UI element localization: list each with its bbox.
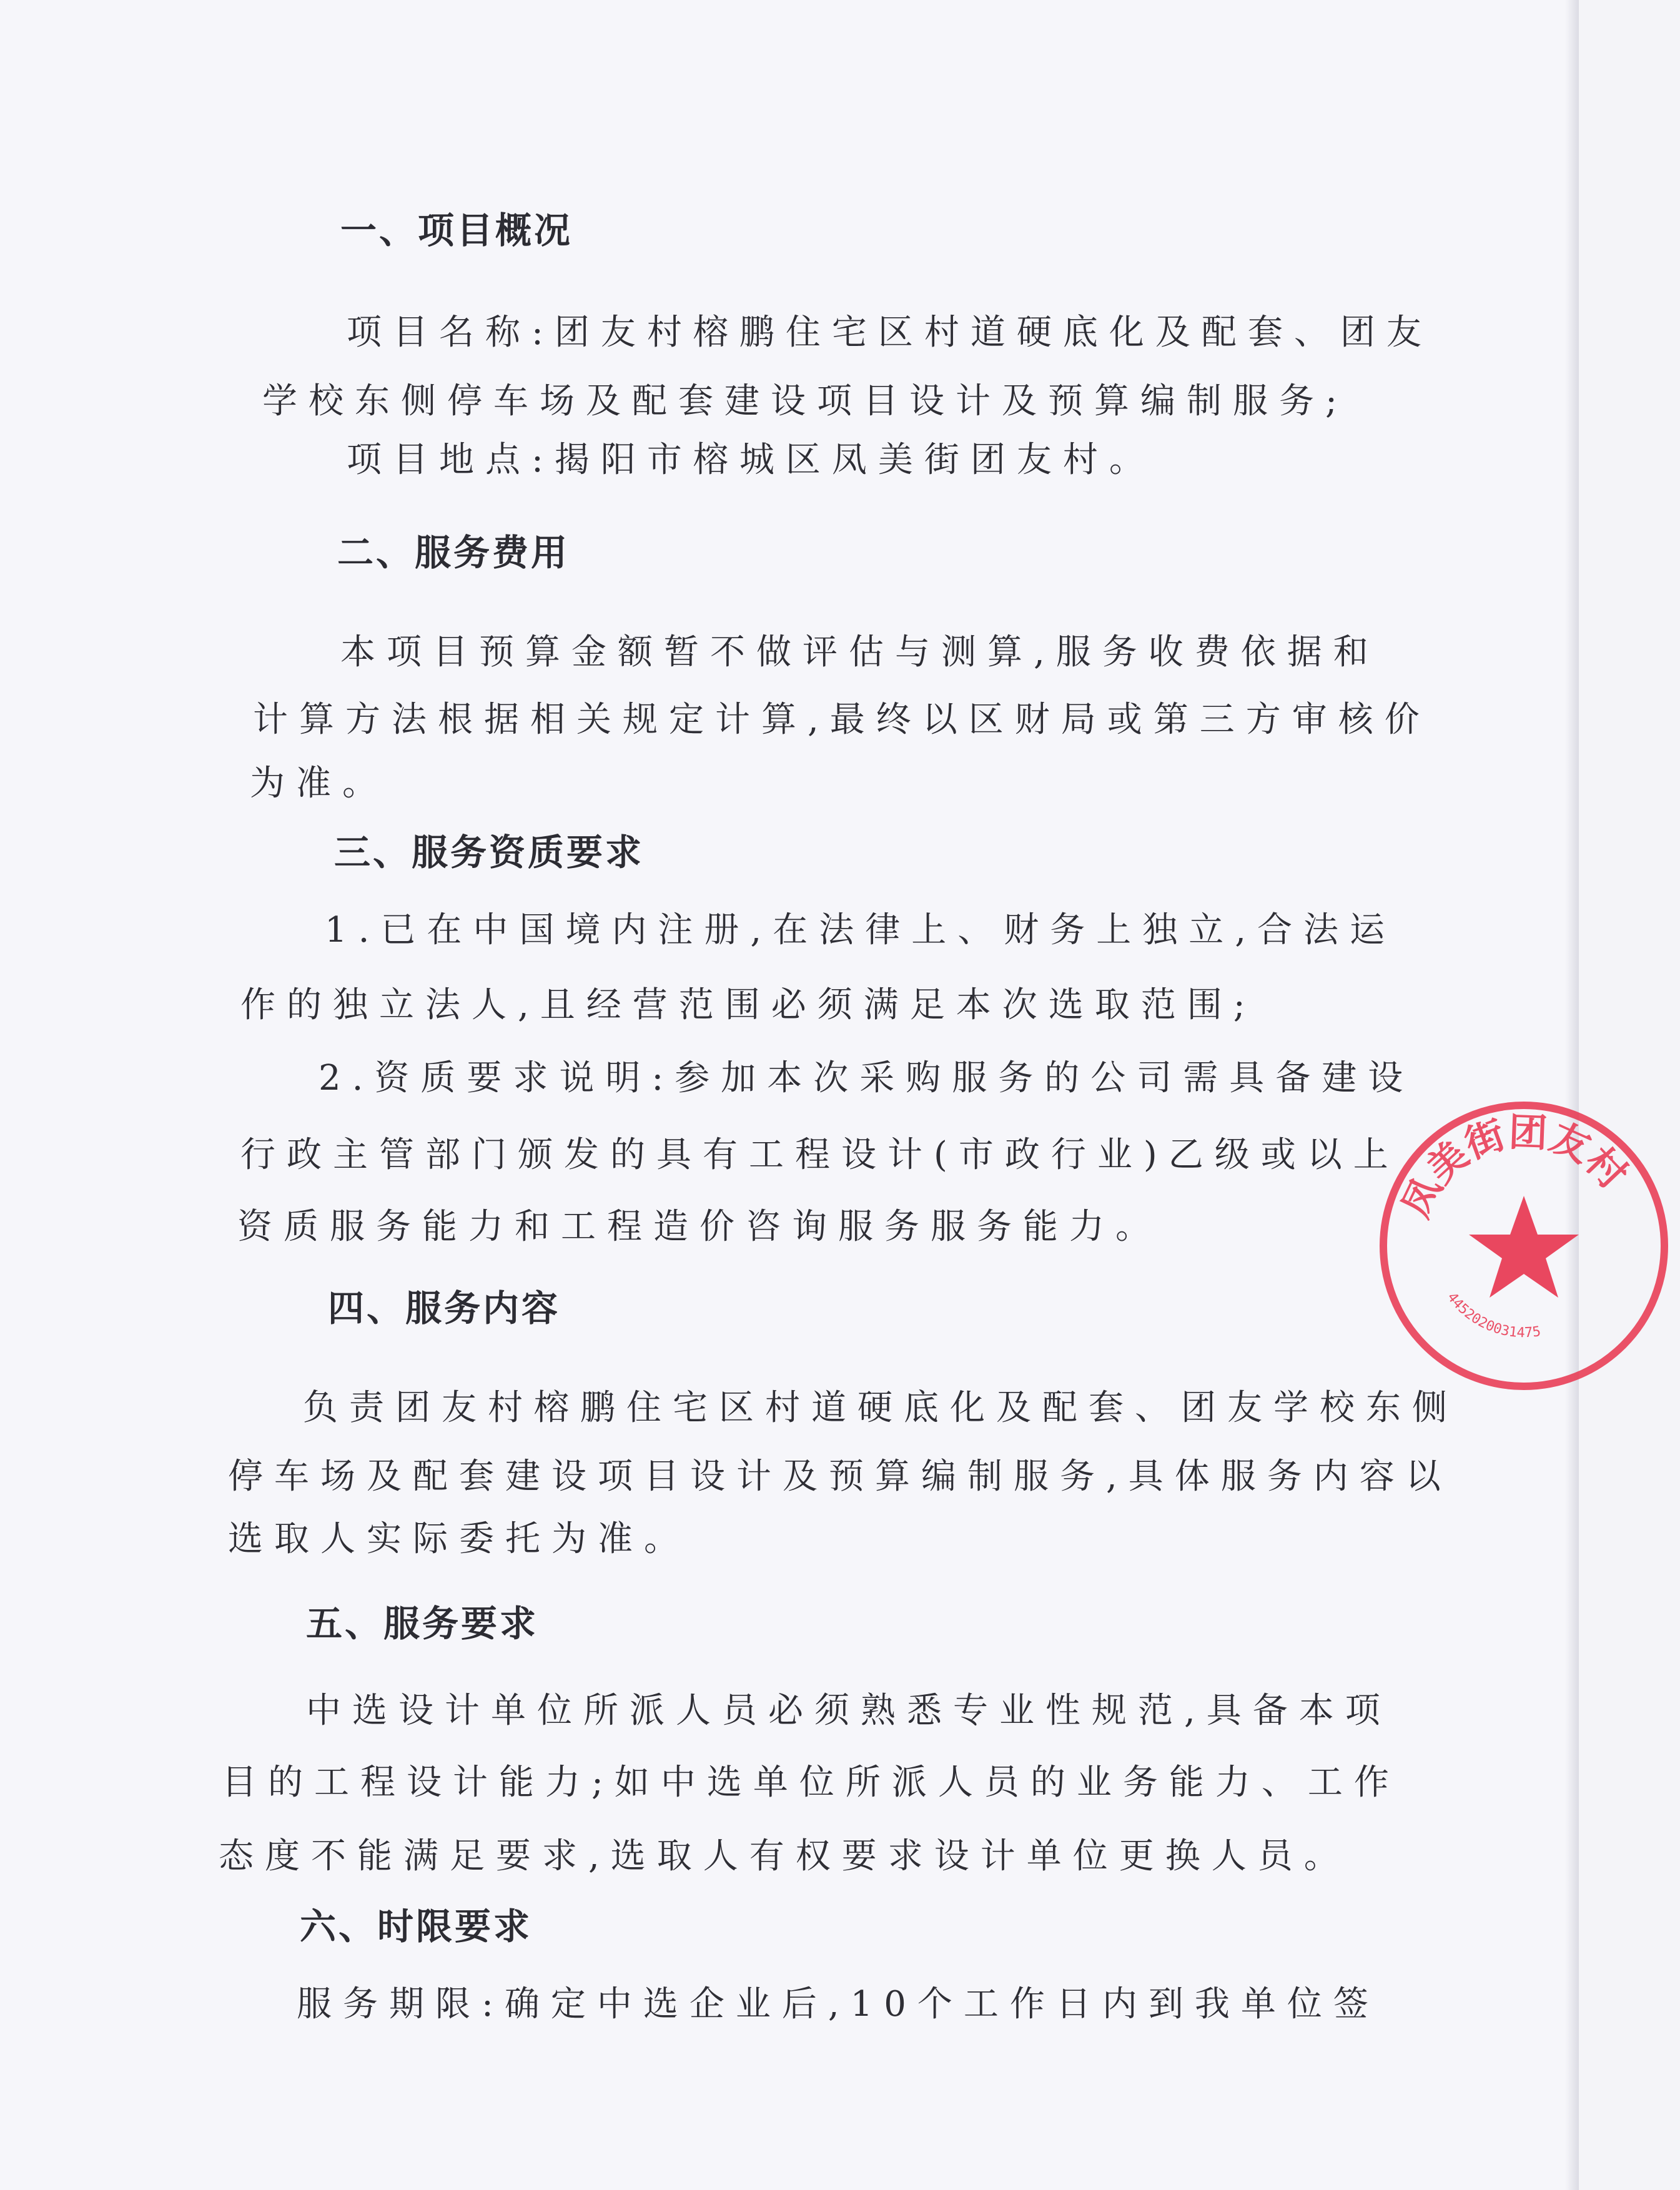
section-3-line-4: 行政主管部门颁发的具有工程设计(市政行业)乙级或以上 <box>240 1135 1400 1175</box>
section-heading-5: 五、服务要求 <box>306 1602 539 1645</box>
section-heading-3: 三、服务资质要求 <box>334 831 645 874</box>
section-4-line-2: 停车场及配套建设项目设计及预算编制服务,具体服务内容以 <box>228 1456 1452 1497</box>
section-5-line-1: 中选设计单位所派人员必须熟悉专业性规范,具备本项 <box>306 1690 1391 1731</box>
section-6-line-1: 服务期限:确定中选企业后,10个工作日内到我单位签 <box>297 1984 1380 2025</box>
section-heading-6: 六、时限要求 <box>300 1905 533 1948</box>
section-4-line-1: 负责团友村榕鹏住宅区村道硬底化及配套、团友学校东侧 <box>303 1388 1458 1428</box>
section-5-line-3: 态度不能满足要求,选取人有权要求设计单位更换人员。 <box>219 1836 1350 1877</box>
seal-number-text: 4452020031475 <box>1443 1290 1542 1341</box>
seal-name-text: 凤美街团友村 <box>1392 1108 1636 1225</box>
section-3-line-5: 资质服务能力和工程造价咨询服务服务能力。 <box>237 1206 1162 1247</box>
section-2-line-1: 本项目预算金额暂不做评估与测算,服务收费依据和 <box>340 632 1380 673</box>
section-1-line-3: 项目地点:揭阳市榕城区凤美街团友村。 <box>347 440 1155 480</box>
official-seal-stamp <box>1368 1090 1680 1402</box>
section-4-line-3: 选取人实际委托为准。 <box>228 1519 690 1559</box>
section-1-line-1: 项目名称:团友村榕鹏住宅区村道硬底化及配套、团友 <box>347 312 1433 353</box>
section-heading-4: 四、服务内容 <box>328 1287 561 1329</box>
section-heading-2: 二、服务费用 <box>337 531 570 574</box>
seal-star-icon <box>1469 1196 1579 1298</box>
section-3-line-3: 2.资质要求说明:参加本次采购服务的公司需具备建设 <box>319 1058 1415 1098</box>
section-5-line-2: 目的工程设计能力;如中选单位所派人员的业务能力、工作 <box>222 1762 1400 1803</box>
section-heading-1: 一、项目概况 <box>340 209 573 252</box>
section-1-line-2: 学校东侧停车场及配套建设项目设计及预算编制服务; <box>262 381 1348 422</box>
section-2-line-3: 为准。 <box>250 763 388 804</box>
section-3-line-1: 1.已在中国境内注册,在法律上、财务上独立,合法运 <box>325 910 1396 950</box>
section-3-line-2: 作的独立法人,且经营范围必须满足本次选取范围; <box>240 985 1257 1025</box>
section-2-line-2: 计算方法根据相关规定计算,最终以区财局或第三方审核价 <box>253 699 1431 740</box>
